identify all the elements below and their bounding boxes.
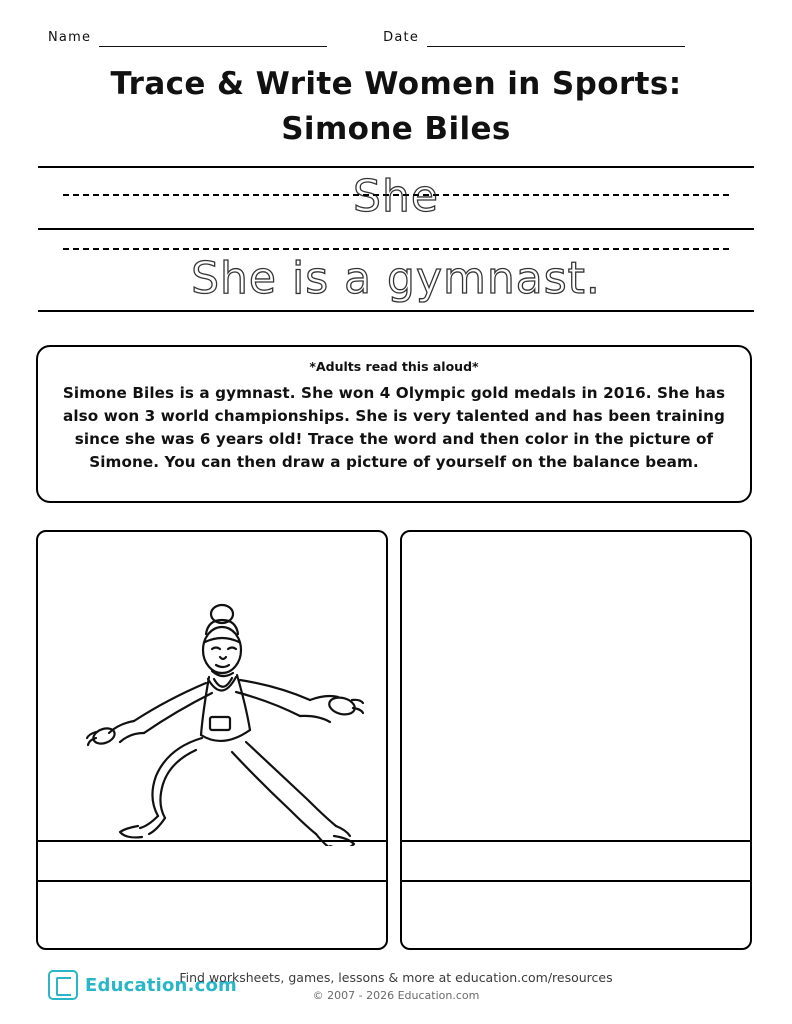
worksheet-meta-row: [48, 30, 748, 47]
trace-block-sentence[interactable]: [38, 248, 754, 312]
trace-bottom-rule: [38, 228, 754, 230]
page-footer: [0, 962, 792, 1024]
brand-name: Education.com: [85, 974, 237, 996]
trace-row-word[interactable]: [38, 168, 754, 228]
name-input-line[interactable]: [99, 32, 327, 47]
date-label: Date: [383, 30, 420, 45]
balance-beam-top-edge: [38, 840, 386, 842]
footer-copyright: © 2007 - 2026 Education.com: [312, 989, 480, 1002]
trace-block-word[interactable]: [38, 166, 754, 230]
name-label: Name: [48, 30, 92, 45]
read-aloud-body: Simone Biles is a gymnast. She won 4 Olympic gold medals in 2016. She has also won 3 world championships. She is very talented and has been training since she was 6 years old! Trace the word and then color in the picture of Simone. You can then draw a picture of yourself on the balance beam.: [62, 384, 726, 472]
date-input-line[interactable]: [427, 32, 685, 47]
trace-row-sentence[interactable]: [38, 250, 754, 310]
drawing-panel[interactable]: [400, 530, 752, 950]
gymnast-icon: [46, 546, 382, 846]
page-title-line-1: Trace & Write Women in Sports:: [110, 66, 682, 102]
balance-beam-bottom-edge: [38, 880, 386, 882]
footer-text-block: [0, 970, 792, 1002]
footer-resources-text: Find worksheets, games, lessons & more at education.com/resources: [179, 970, 613, 985]
trace-word-text: She: [353, 171, 439, 222]
read-aloud-hint: *Adults read this aloud*: [309, 359, 479, 374]
trace-sentence-bottom-rule: [38, 310, 754, 312]
page-title-line-2: Simone Biles: [281, 110, 511, 147]
read-aloud-box: [36, 345, 752, 503]
drawing-beam-bottom-edge: [402, 880, 750, 882]
drawing-beam-top-edge: [402, 840, 750, 842]
trace-sentence-text: She is a gymnast.: [191, 253, 601, 304]
page-title: [0, 62, 792, 152]
illustration-panel: [36, 530, 388, 950]
